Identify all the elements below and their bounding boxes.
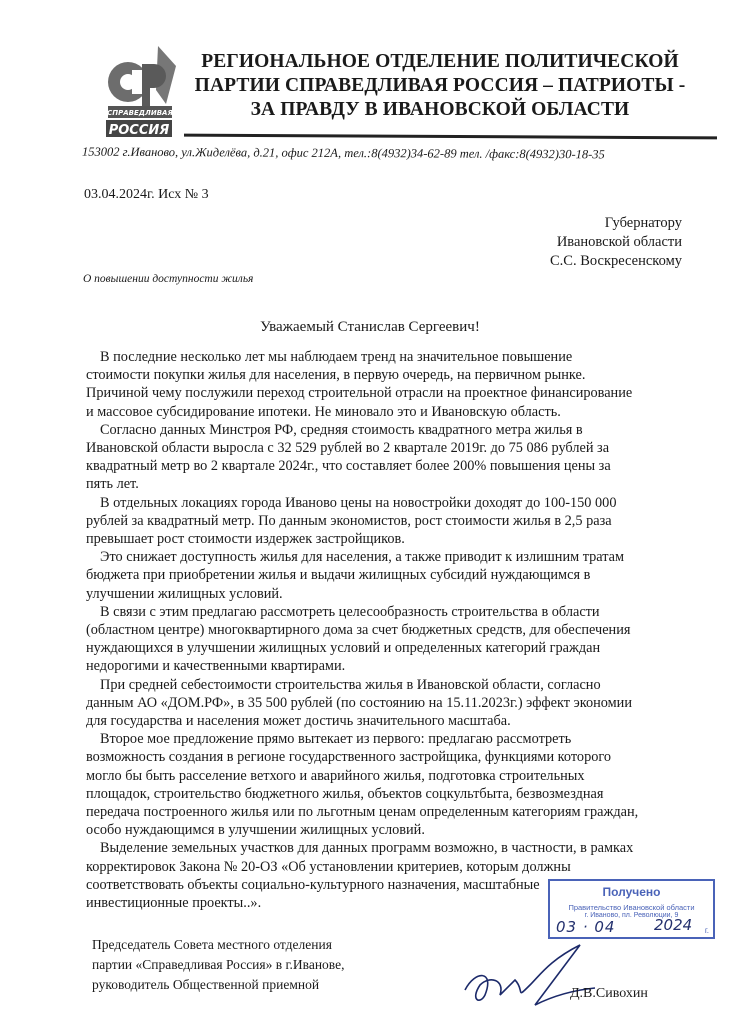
received-stamp: [548, 879, 715, 939]
stamp-organization: Правительство Ивановской области: [568, 903, 695, 912]
paragraph-line: данным АО «ДОМ.РФ», в 35 500 рублей (по состоянию на 15.11.2023г.) эффект экономии: [86, 694, 632, 711]
signatory-line: партии «Справедливая Россия» в г.Иванове,: [92, 957, 345, 972]
paragraph-line: При средней себестоимости строительства жилья в Ивановской области, согласно: [100, 676, 601, 693]
paragraph-line: передача построенного жилья или по льготным ценам определенным категориям граждан,: [86, 804, 639, 821]
stamp-year: 2024: [654, 916, 693, 934]
party-logo: [106, 44, 178, 138]
paragraph-line: (областном центре) многоквартирного дома за счет бюджетных средств, для обеспечения: [86, 622, 631, 639]
addressee: [550, 214, 682, 271]
addressee-line: Ивановской области: [556, 234, 682, 250]
paragraph-line: возможность создания в регионе государственного застройщика, функциями которого: [86, 749, 612, 766]
organization-title: [190, 50, 690, 122]
letter-body: [86, 348, 686, 912]
signatory-line: руководитель Общественной приемной: [92, 977, 320, 992]
stamp-title: Получено: [602, 885, 661, 899]
paragraph-line: соответствовать объекты социально-культурного назначения, масштабные: [86, 876, 540, 893]
svg-text:СПРАВЕДЛИВАЯ: СПРАВЕДЛИВАЯ: [107, 109, 173, 117]
stamp-date: 03 · 04: [556, 918, 616, 936]
paragraph-line: особо нуждающимся в улучшении жилищных условий.: [86, 822, 425, 839]
title-line: РЕГИОНАЛЬНОЕ ОТДЕЛЕНИЕ ПОЛИТИЧЕСКОЙ: [201, 51, 679, 72]
stamp-address: г. Иваново, пл. Революции, 9: [584, 912, 679, 919]
title-line: ПАРТИИ СПРАВЕДЛИВАЯ РОССИЯ – ПАТРИОТЫ -: [194, 75, 686, 96]
paragraph-line: Второе мое предложение прямо вытекает из первого: предлагаю рассмотреть: [100, 731, 572, 748]
paragraph: [86, 676, 686, 731]
paragraph-line: В отдельных локациях города Иваново цены на новостройки доходят до 100-150 000: [100, 494, 617, 511]
outgoing-number: 03.04.2024г. Исх № 3: [84, 187, 209, 202]
paragraph-line: В последние несколько лет мы наблюдаем тренд на значительное повышение: [100, 349, 573, 365]
paragraph-line: корректировок Закона № 20-ОЗ «Об установлении критериев, которым должны: [86, 858, 571, 875]
paragraph-line: превышает рост стоимости издержек застройщиков.: [86, 531, 405, 548]
addressee-line: С.С. Воскресенскому: [550, 253, 682, 269]
paragraph: [86, 730, 686, 839]
signatory-title: [92, 935, 344, 995]
paragraph-line: квадратный метр во 2 квартале 2024г., что составляет более 200% повышения цены за: [86, 458, 611, 475]
svg-text:РОССИЯ: РОССИЯ: [108, 123, 170, 138]
addressee-line: Губернатору: [604, 215, 682, 231]
paragraph: [86, 603, 686, 676]
paragraph-line: площадок, строительство бюджетного жилья, объектов соцкультбыта, безвозмездная: [86, 785, 604, 802]
paragraph-line: рублей за квадратный метр. По данным экономистов, рост стоимости жилья в 2,5 раза: [86, 512, 612, 529]
paragraph: [86, 548, 686, 603]
signer-name: Д.В.Сивохин: [570, 986, 648, 1001]
paragraph-line: инвестиционные проекты..».: [86, 895, 262, 912]
handwritten-signature: [455, 940, 605, 1020]
paragraph: [86, 421, 686, 494]
paragraph-line: Выделение земельных участков для данных программ возможно, в частности, в рамках: [100, 840, 634, 857]
organization-address: 153002 г.Иваново, ул.Жиделёва, д.21, офис 212А, тел.:8(4932)34-62-89 тел. /факс:8(4932)30-18-35: [81, 144, 605, 162]
paragraph-line: В связи с этим предлагаю рассмотреть целесообразность строительства в области: [100, 603, 600, 620]
letter-subject: О повышении доступности жилья: [83, 273, 254, 285]
paragraph-line: Ивановской области выросла с 32 529 рублей во 2 квартале 2019г. до 75 086 рублей за: [86, 440, 610, 457]
stamp-suffix: г.: [704, 926, 709, 935]
paragraph-line: пять лет.: [86, 476, 139, 493]
signatory-line: Председатель Совета местного отделения: [92, 937, 332, 952]
paragraph-line: улучшении жилищных условий.: [86, 585, 283, 602]
greeting: Уважаемый Станислав Сергеевич!: [260, 319, 480, 335]
paragraph-line: могло бы быть расселение ветхого и аварийного жилья, подготовка строительных: [86, 767, 585, 784]
header-divider: [184, 134, 717, 140]
paragraph: [86, 348, 686, 421]
paragraph-line: нуждающихся в улучшении жилищных условий и определенных категорий граждан: [86, 640, 601, 657]
paragraph-line: и массовое субсидирование ипотеки. Не миновало это и Ивановскую область.: [86, 403, 561, 420]
paragraph-line: Согласно данных Минстроя РФ, средняя стоимость квадратного метра жилья в: [100, 421, 583, 438]
paragraph: [86, 494, 686, 549]
title-line: ЗА ПРАВДУ В ИВАНОВСКОЙ ОБЛАСТИ: [250, 99, 630, 120]
paragraph-line: Причиной чему послужили переход строительной отрасли на проектное финансирование: [86, 385, 633, 402]
paragraph-line: для государства и населения может достичь значительного масштаба.: [86, 713, 511, 730]
paragraph-line: Это снижает доступность жилья для населения, а также приводит к излишним тратам: [100, 549, 625, 566]
paragraph-line: стоимости покупки жилья для населения, в первую очередь, на первичном рынке.: [86, 367, 586, 384]
paragraph-line: бюджета при приобретении жилья и выдачи жилищных субсидий нуждающимся в: [86, 567, 591, 584]
paragraph-line: недорогими и качественными квартирами.: [86, 658, 346, 675]
